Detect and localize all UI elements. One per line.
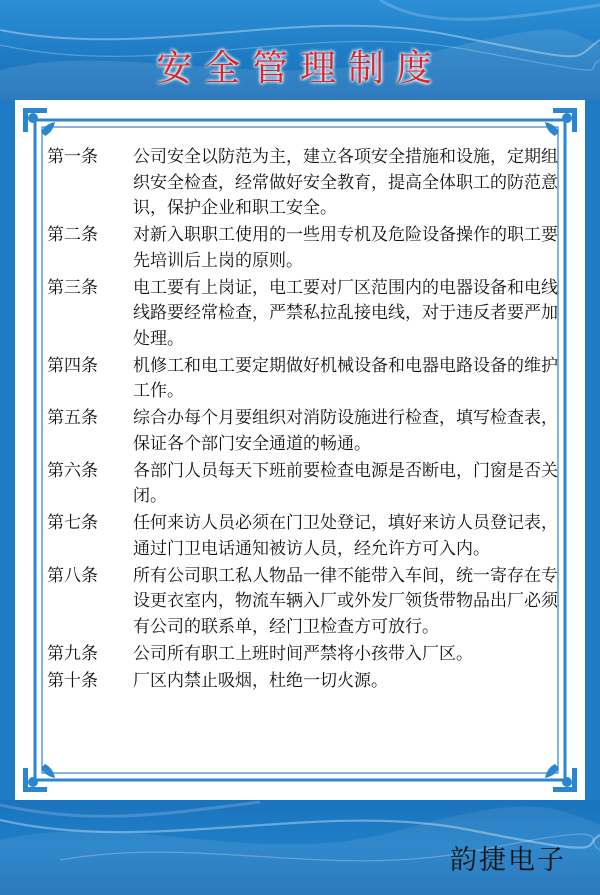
rule-number: 第三条 <box>47 277 98 298</box>
rule-item <box>47 511 567 562</box>
rule-number: 第十条 <box>47 670 98 691</box>
rule-text: 各部门人员每天下班前要检查电源是否断电，门窗是否关闭。 <box>133 460 558 506</box>
rule-number: 第一条 <box>47 147 98 167</box>
rule-number: 第四条 <box>47 355 98 376</box>
rule-number: 第七条 <box>47 513 98 533</box>
header-banner <box>0 0 600 100</box>
rule-item <box>47 642 567 668</box>
content-panel <box>15 100 585 800</box>
rule-item <box>47 564 567 641</box>
rule-item <box>47 354 567 405</box>
rule-text: 机修工和电工要定期做好机械设备和电器电路设备的维护工作。 <box>133 355 558 401</box>
rule-text: 厂区内禁止吸烟，杜绝一切火源。 <box>133 670 388 691</box>
rule-item <box>47 669 567 695</box>
rules-list <box>47 145 567 696</box>
rule-number: 第六条 <box>47 460 98 481</box>
rule-text: 对新入职职工使用的一些用专机及危险设备操作的职工要先培训后上岗的原则。 <box>133 225 558 271</box>
rule-number: 第二条 <box>47 225 98 245</box>
rule-item <box>47 459 567 510</box>
company-name: 韵捷电子 <box>450 845 566 876</box>
rule-item <box>47 145 567 222</box>
corner-ornament-bottom-left <box>23 764 55 792</box>
corner-ornament-bottom-right <box>545 764 577 792</box>
rule-text: 电工要有上岗证，电工要对厂区范围内的电器设备和电线线路要经常检查，严禁私拉乱接电线，对于违反者要严加处理。 <box>133 277 558 349</box>
rule-text: 公司安全以防范为主，建立各项安全措施和设施，定期组织安全检查，经常做好安全教育，提高全体职工的防范意识，保护企业和职工安全。 <box>133 147 558 218</box>
rule-text: 综合办每个月要组织对消防设施进行检查，填写检查表，保证各个部门安全通道的畅通。 <box>133 408 558 454</box>
rule-text: 所有公司职工私人物品一律不能带入车间，统一寄存在专设更衣室内，物流车辆入厂或外发厂领货带物品出厂必须有公司的联系单，经门卫检查方可放行。 <box>133 565 558 637</box>
rule-number: 第五条 <box>47 408 98 428</box>
corner-ornament-top-right <box>545 108 577 136</box>
rule-text: 任何来访人员必须在门卫处登记，填好来访人员登记表，通过门卫电话通知被访人员，经允许方可入内。 <box>133 513 558 559</box>
rule-number: 第九条 <box>47 643 98 664</box>
corner-ornament-top-left <box>23 108 55 136</box>
rule-item <box>47 276 567 353</box>
page-title: 安全管理制度 <box>155 48 444 89</box>
rule-text: 公司所有职工上班时间严禁将小孩带入厂区。 <box>133 643 473 664</box>
rule-item <box>47 406 567 457</box>
rule-number: 第八条 <box>47 565 98 586</box>
rule-item <box>47 223 567 274</box>
